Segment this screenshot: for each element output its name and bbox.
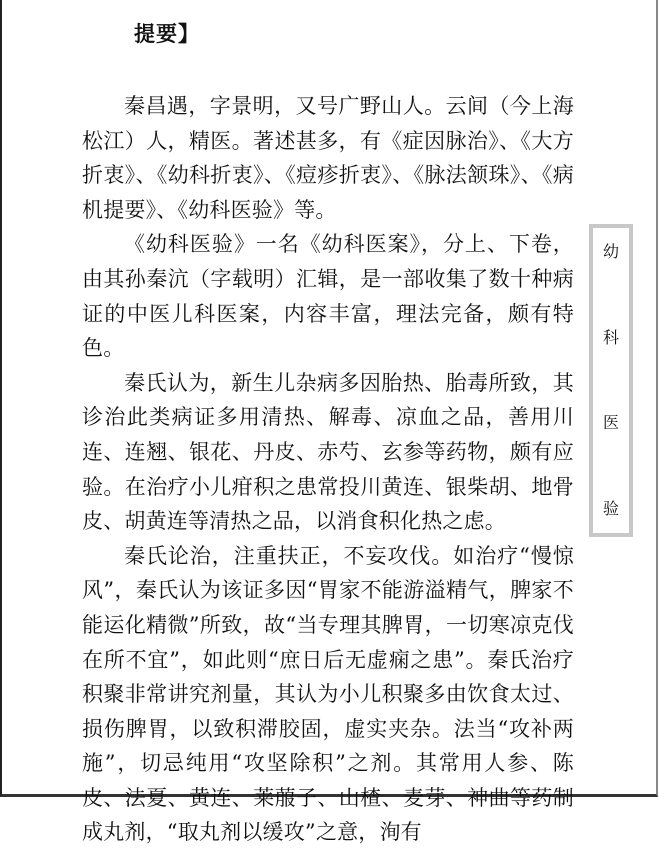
paragraph-author: 秦昌遇，字景明，又号广野山人。云间（今上海松江）人，精医。著述甚多，有《症因脉治》、《大方折衷》、《幼科折衷》、《痘疹折衷》、《脉法颔珠》、《病机提要》、《幼科医验》等。: [82, 94, 574, 222]
paragraph-heat-treatment: 秦氏认为，新生儿杂病多因胎热、胎毒所致，其诊治此类病证多用清热、解毒、凉血之品，善用川连、连翘、银花、丹皮、赤芍、玄参等药物，颇有应验。在治疗小儿疳积之患常投川黄连、银柴胡、地骨皮、胡黄连等清热之品，以消食积化热之虑。: [82, 370, 574, 534]
body-text: [82, 89, 574, 850]
paragraph-reinforce-vital: 秦氏论治，注重扶正，不妄攻伐。如治疗“慢惊风”，秦氏认为该证多因“胃家不能游溢精气，脾家不能运化精微”所致，故“当专理其脾胃，一切寒凉克伐在所不宜”，如此则“庶日后无虚痫之患”。秦氏治疗积聚非常讲究剂量，其认为小儿积聚多由饮食太过、损伤脾胃，以致积滞胶固，虚实夹杂。法当“攻补两施”，切忌纯用“攻坚除积”之剂。其常用人参、陈皮、法夏、黄连、莱菔子、山楂、麦芽、神曲等药制成丸剂，“取丸剂以缓攻”之意，洵有: [82, 543, 574, 845]
side-tab: [589, 224, 633, 537]
side-tab-char: 幼: [602, 242, 619, 261]
side-tab-char: 验: [602, 498, 619, 518]
side-tab-char: 医: [602, 413, 619, 433]
section-heading: 提要】: [134, 21, 200, 46]
paragraph-book: 《幼科医验》一名《幼科医案》，分上、下卷，由其孙秦沆（字载明）汇辑，是一部收集了数十种病证的中医儿科医案，内容丰富，理法完备，颇有特色。: [82, 232, 574, 361]
side-tab-char: 科: [602, 327, 619, 347]
